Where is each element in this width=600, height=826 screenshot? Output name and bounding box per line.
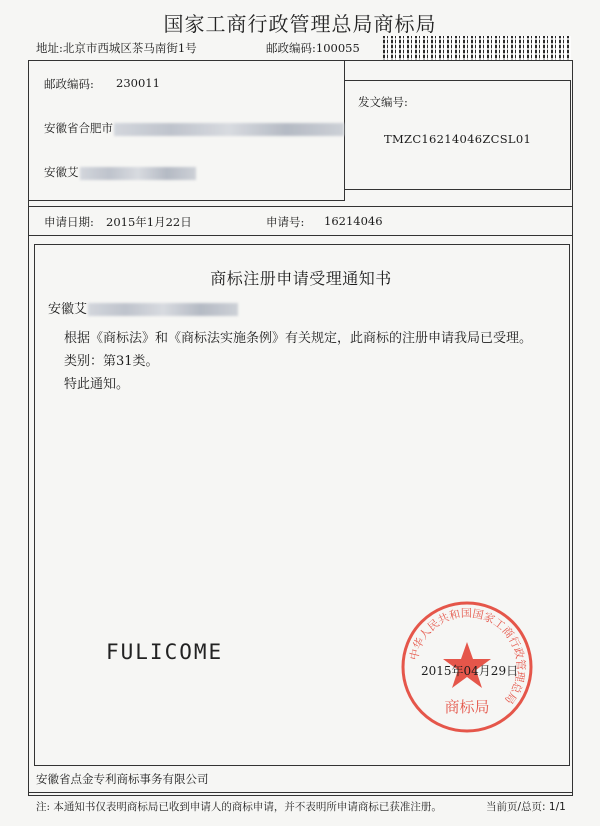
application-date-label: 申请日期: xyxy=(44,215,94,229)
application-number: 16214046 xyxy=(324,214,383,228)
recipient-company xyxy=(44,164,196,180)
notice-date: 2015年04月29日 xyxy=(421,664,519,678)
page-info: 当前页/总页: 1/1 xyxy=(486,801,566,813)
barcode-icon xyxy=(383,36,571,60)
recipient-postcode: 230011 xyxy=(116,76,160,90)
notice-addressee xyxy=(48,298,238,317)
notice-body-line: 根据《商标法》和《商标法实施条例》有关规定，此商标的注册申请我局已受理。 xyxy=(64,331,533,346)
application-number-label: 申请号: xyxy=(266,215,305,229)
redacted-addressee xyxy=(88,303,238,316)
footer-divider xyxy=(28,792,573,793)
issuer-postcode: 邮政编码:100055 xyxy=(266,41,360,55)
doc-number: TMZC16214046ZCSL01 xyxy=(384,132,532,146)
recipient-postcode-label: 邮政编码: xyxy=(44,77,94,91)
recipient-address xyxy=(44,120,344,136)
application-date: 2015年1月22日 xyxy=(106,215,192,229)
redacted-address xyxy=(114,123,344,136)
notice-title: 商标注册申请受理通知书 xyxy=(210,269,392,288)
seal-bureau-text: 商标局 xyxy=(444,698,490,716)
issuer-title: 国家工商行政管理总局商标局 xyxy=(163,12,437,36)
notice-closing: 特此通知。 xyxy=(64,377,130,392)
recipient-company-text: 安徽艾 xyxy=(44,165,79,179)
seal-arc-text: 中华人民共和国国家工商行政管理总局 xyxy=(407,606,528,707)
footer-note: 注: 本通知书仅表明商标局已收到申请人的商标申请，并不表明所申请商标已获准注册。 xyxy=(36,801,442,813)
doc-number-label: 发文编号: xyxy=(358,95,408,109)
agency-name: 安徽省点金专利商标事务有限公司 xyxy=(36,772,209,786)
redacted-company xyxy=(80,167,196,180)
notice-class: 类别：第31类。 xyxy=(64,354,159,369)
recipient-address-text: 安徽省合肥市 xyxy=(44,121,113,135)
trademark-name: FULICOME xyxy=(106,640,224,664)
issuer-address: 地址:北京市西城区茶马南街1号 xyxy=(36,41,197,55)
notice-addressee-text: 安徽艾 xyxy=(48,302,88,317)
